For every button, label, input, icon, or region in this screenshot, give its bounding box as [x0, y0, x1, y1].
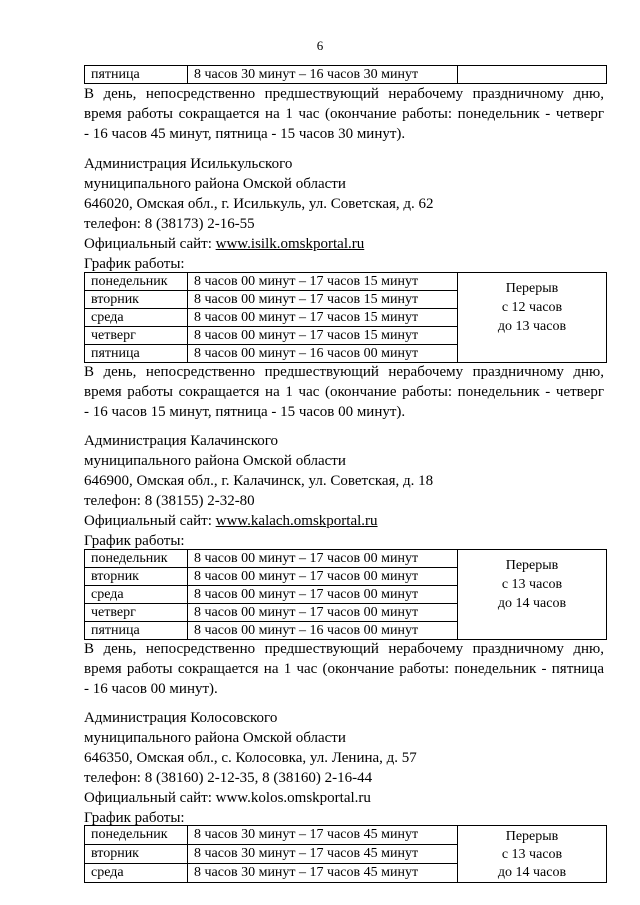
section-title: Администрация Колосовского	[84, 710, 278, 726]
section-address: 646020, Омская обл., г. Исилькуль, ул. Советская, д. 62	[84, 196, 434, 212]
site-label: Официальный сайт:	[84, 236, 216, 252]
site-link[interactable]: www.kolos.omskportal.ru	[215, 790, 371, 806]
day-cell: понедельник	[85, 550, 188, 568]
section-subtitle: муниципального района Омской области	[84, 176, 346, 192]
hours-cell: 8 часов 00 минут – 17 часов 00 минут	[188, 568, 458, 586]
break-cell	[458, 550, 607, 640]
reduced-hours-note	[84, 639, 604, 699]
note-line: время работы сокращается на 1 час (окончание работы: понедельник - четверг	[84, 384, 604, 400]
day-cell: вторник	[85, 568, 188, 586]
hours-cell: 8 часов 30 минут – 17 часов 45 минут	[188, 826, 458, 845]
schedule-label: График работы:	[84, 810, 185, 826]
section-address: 646900, Омская обл., г. Калачинск, ул. Советская, д. 18	[84, 473, 434, 489]
section-isilkul-header	[84, 154, 604, 274]
section-site	[84, 511, 604, 531]
hours-cell: 8 часов 30 минут – 17 часов 45 минут	[188, 845, 458, 864]
hours-cell: 8 часов 00 минут – 17 часов 15 минут	[188, 327, 458, 345]
section-phone: телефон: 8 (38173) 2-16-55	[84, 216, 255, 232]
table-row	[85, 273, 607, 291]
break-line: Перерыв	[505, 281, 559, 296]
section-phone: телефон: 8 (38160) 2-12-35, 8 (38160) 2-16-44	[84, 770, 373, 786]
break-line: до 14 часов	[497, 596, 567, 611]
section-site	[84, 788, 604, 808]
hours-cell: 8 часов 00 минут – 17 часов 15 минут	[188, 273, 458, 291]
note-line: время работы сокращается на 1 час (окончание работы: понедельник - пятница	[84, 661, 604, 677]
day-cell: пятница	[85, 345, 188, 363]
note-line: - 16 часов 45 минут, пятница - 15 часов 30 минут).	[84, 126, 406, 142]
note-cell	[458, 66, 607, 84]
site-label: Официальный сайт:	[84, 513, 216, 529]
day-cell: вторник	[85, 291, 188, 309]
hours-cell: 8 часов 00 минут – 17 часов 00 минут	[188, 586, 458, 604]
section-phone: телефон: 8 (38155) 2-32-80	[84, 493, 255, 509]
day-cell: понедельник	[85, 273, 188, 291]
site-label: Официальный сайт:	[84, 790, 216, 806]
break-line: Перерыв	[505, 558, 559, 573]
break-cell	[458, 273, 607, 363]
note-line: - 16 часов 15 минут, пятница - 15 часов 00 минут).	[84, 404, 406, 420]
note-line: В день, непосредственно предшествующий нерабочему праздничному дню,	[84, 364, 604, 380]
schedule-table-isilkul	[84, 272, 607, 363]
break-cell	[458, 826, 607, 883]
day-cell: вторник	[85, 845, 188, 864]
hours-cell: 8 часов 30 минут – 16 часов 30 минут	[188, 66, 458, 84]
schedule-label: График работы:	[84, 256, 185, 272]
hours-cell: 8 часов 30 минут – 17 часов 45 минут	[188, 864, 458, 883]
schedule-label: График работы:	[84, 533, 185, 549]
site-link[interactable]: www.kalach.omskportal.ru	[215, 513, 378, 529]
break-line: Перерыв	[505, 829, 559, 844]
day-cell: понедельник	[85, 826, 188, 845]
break-line: с 13 часов	[501, 577, 563, 592]
reduced-hours-note	[84, 84, 604, 144]
table-row	[85, 66, 607, 84]
schedule-table-kolosovka	[84, 825, 607, 883]
break-line: с 12 часов	[501, 300, 563, 315]
hours-cell: 8 часов 00 минут – 17 часов 00 минут	[188, 550, 458, 568]
schedule-table-continued	[84, 65, 607, 84]
table-row	[85, 826, 607, 845]
day-cell: пятница	[85, 622, 188, 640]
table-row	[85, 550, 607, 568]
day-cell: пятница	[85, 66, 188, 84]
note-line: В день, непосредственно предшествующий нерабочему праздничному дню,	[84, 641, 604, 657]
day-cell: четверг	[85, 327, 188, 345]
reduced-hours-note	[84, 362, 604, 422]
section-site	[84, 234, 604, 254]
section-subtitle: муниципального района Омской области	[84, 730, 346, 746]
schedule-table-kalachinsk	[84, 549, 607, 640]
section-address: 646350, Омская обл., с. Колосовка, ул. Ленина, д. 57	[84, 750, 417, 766]
section-title: Администрация Калачинского	[84, 433, 278, 449]
break-line: с 13 часов	[501, 847, 563, 862]
note-line: В день, непосредственно предшествующий нерабочему праздничному дню,	[84, 86, 604, 102]
section-kalachinsk-header	[84, 431, 604, 551]
hours-cell: 8 часов 00 минут – 17 часов 15 минут	[188, 291, 458, 309]
site-link[interactable]: www.isilk.omskportal.ru	[215, 236, 365, 252]
note-line: - 16 часов 00 минут).	[84, 681, 218, 697]
day-cell: среда	[85, 309, 188, 327]
hours-cell: 8 часов 00 минут – 16 часов 00 минут	[188, 622, 458, 640]
section-title: Администрация Исилькульского	[84, 156, 293, 172]
day-cell: среда	[85, 864, 188, 883]
break-line: до 13 часов	[497, 319, 567, 334]
day-cell: среда	[85, 586, 188, 604]
day-cell: четверг	[85, 604, 188, 622]
section-kolosovka-header	[84, 708, 604, 828]
hours-cell: 8 часов 00 минут – 16 часов 00 минут	[188, 345, 458, 363]
hours-cell: 8 часов 00 минут – 17 часов 00 минут	[188, 604, 458, 622]
hours-cell: 8 часов 00 минут – 17 часов 15 минут	[188, 309, 458, 327]
break-line: до 14 часов	[497, 865, 567, 880]
note-line: время работы сокращается на 1 час (окончание работы: понедельник - четверг	[84, 106, 604, 122]
section-subtitle: муниципального района Омской области	[84, 453, 346, 469]
page-number: 6	[316, 38, 324, 53]
